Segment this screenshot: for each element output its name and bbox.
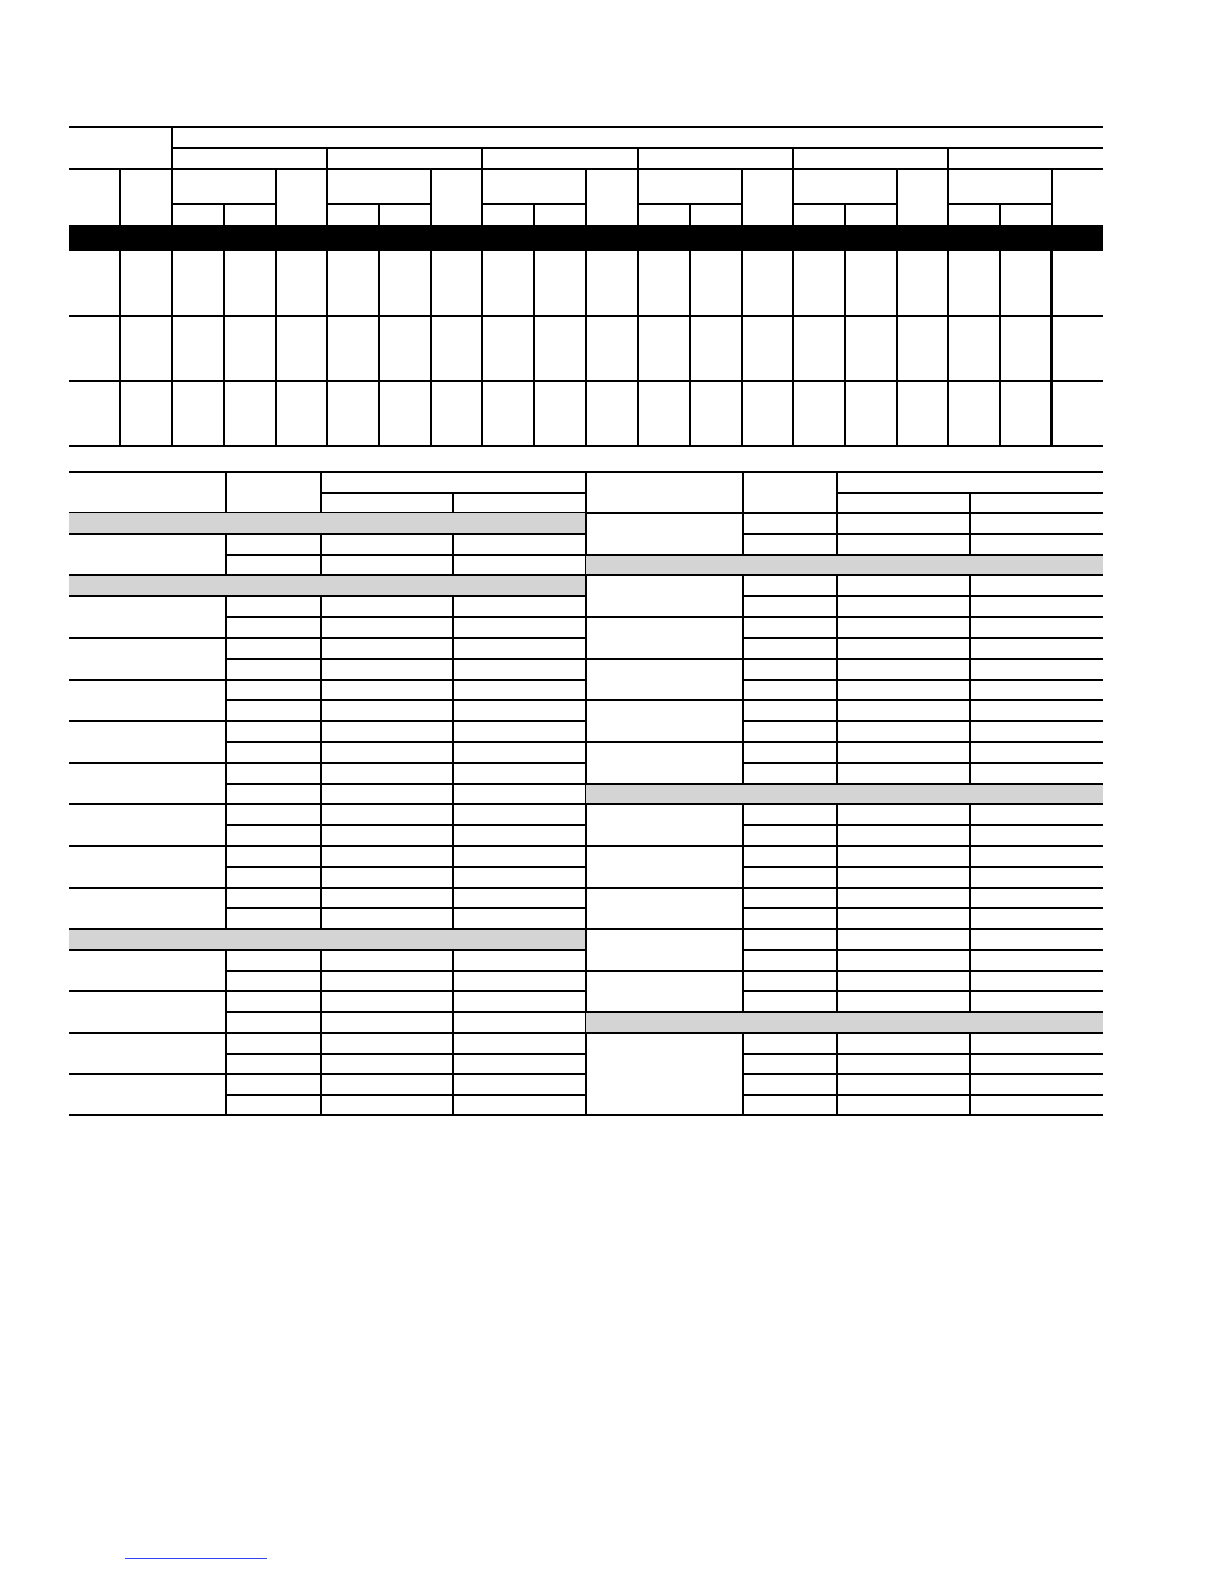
upper-body-divider	[896, 251, 898, 446]
upper-body-divider	[430, 251, 432, 446]
lower-right-subrow-rule	[743, 907, 1103, 909]
lower-right-row-rule	[586, 1011, 1103, 1013]
lower-left-subrow-rule	[226, 970, 586, 972]
lower-right-subrow-rule	[743, 595, 1103, 597]
upper-body-divider	[999, 251, 1001, 446]
upper-subcol-divider	[275, 169, 277, 225]
upper-subcol-divider	[689, 204, 691, 225]
lower-right-subrow-rule	[743, 762, 1103, 764]
lower-left-subrow-rule	[226, 866, 586, 868]
upper-body-divider	[119, 251, 121, 446]
lower-head-divider	[320, 472, 322, 513]
lower-right-subrow-rule	[743, 1053, 1103, 1055]
lower-left-subrow-rule	[226, 783, 586, 785]
lower-left-subrow-rule	[226, 658, 586, 660]
upper-body-divider	[1050, 251, 1052, 446]
lower-right-row-rule	[586, 1032, 1103, 1034]
lower-left-row-rule	[69, 928, 586, 930]
lower-right-row-rule	[586, 845, 1103, 847]
lower-left-col-divider	[320, 596, 322, 929]
lower-right-col-divider	[742, 513, 744, 555]
lower-left-col-divider	[225, 596, 227, 929]
lower-left-row-rule	[69, 1073, 586, 1075]
lower-right-col-divider	[742, 804, 744, 1012]
lower-left-section-band	[69, 513, 586, 534]
upper-header-band	[69, 225, 1103, 251]
lower-right-section-band	[586, 784, 1103, 804]
lower-right-col-divider	[969, 804, 971, 1012]
lower-left-col-divider	[320, 950, 322, 1115]
upper-group-divider	[481, 148, 483, 225]
lower-right-row-rule	[586, 616, 1103, 618]
lower-left-section-band	[69, 929, 586, 950]
lower-left-col-divider	[225, 534, 227, 575]
upper-col-divider	[171, 127, 173, 169]
upper-group-divider	[947, 148, 949, 225]
upper-body-divider	[741, 251, 743, 446]
upper-body-divider	[275, 251, 277, 446]
lower-left-subrow-rule	[226, 907, 586, 909]
lower-right-row-rule	[586, 970, 1103, 972]
lower-right-col-divider	[836, 575, 838, 784]
lower-right-subrow-rule	[743, 637, 1103, 639]
upper-subcol-divider	[533, 204, 535, 225]
lower-right-subrow-rule	[743, 679, 1103, 681]
lower-right-subrow-rule	[743, 1073, 1103, 1075]
lower-left-row-rule	[69, 533, 586, 535]
lower-left-col-divider	[452, 596, 454, 929]
lower-right-col-divider	[836, 804, 838, 1012]
upper-col-divider	[171, 169, 173, 225]
upper-body-divider	[378, 251, 380, 446]
lower-left-row-rule	[69, 1032, 586, 1034]
lower-head-divider	[836, 472, 838, 513]
lower-right-row-rule	[586, 1114, 1103, 1116]
lower-right-row-rule	[586, 928, 1103, 930]
lower-left-section-band	[69, 575, 586, 596]
lower-left-row-rule	[69, 1114, 586, 1116]
lower-right-section-band	[586, 555, 1103, 575]
lower-left-row-rule	[69, 887, 586, 889]
lower-left-row-rule	[69, 595, 586, 597]
upper-subcol-divider	[844, 204, 846, 225]
lower-head-divider	[742, 472, 744, 513]
lower-left-row-rule	[69, 679, 586, 681]
lower-left-subrow-rule	[226, 1011, 586, 1013]
lower-right-row-rule	[586, 887, 1103, 889]
upper-subcol-divider	[999, 204, 1001, 225]
lower-left-row-rule	[69, 803, 586, 805]
lower-left-col-divider	[320, 534, 322, 575]
lower-right-section-band	[586, 1012, 1103, 1033]
lower-right-row-rule	[586, 741, 1103, 743]
lower-left-subrow-rule	[226, 1094, 586, 1096]
lower-right-col-divider	[969, 575, 971, 784]
upper-subcol-divider	[585, 169, 587, 225]
upper-body-divider	[585, 251, 587, 446]
lower-right-subrow-rule	[743, 533, 1103, 535]
lower-left-subrow-rule	[226, 699, 586, 701]
lower-right-row-rule	[586, 783, 1103, 785]
upper-subcol-divider	[896, 169, 898, 225]
lower-left-col-divider	[452, 534, 454, 575]
lower-left-col-divider	[452, 950, 454, 1115]
lower-right-row-rule	[586, 554, 1103, 556]
upper-body-divider	[637, 251, 639, 446]
upper-subcol-divider	[378, 204, 380, 225]
lower-right-subrow-rule	[743, 866, 1103, 868]
upper-body-divider	[689, 251, 691, 446]
lower-head-divider	[969, 493, 971, 513]
upper-body-divider	[533, 251, 535, 446]
lower-left-row-rule	[69, 949, 586, 951]
lower-right-subrow-rule	[743, 990, 1103, 992]
lower-right-col-divider	[836, 513, 838, 555]
lower-left-row-rule	[69, 762, 586, 764]
upper-subcol-divider	[223, 204, 225, 225]
lower-head-divider	[452, 493, 454, 513]
lower-left-subrow-rule	[226, 824, 586, 826]
lower-left-subrow-rule	[226, 616, 586, 618]
lower-left-subrow-rule	[226, 1053, 586, 1055]
lower-right-col-divider	[969, 1033, 971, 1115]
lower-left-row-rule	[69, 637, 586, 639]
upper-body-divider	[326, 251, 328, 446]
upper-body-divider	[171, 251, 173, 446]
upper-col-divider	[119, 169, 121, 225]
lower-right-col-divider	[742, 1033, 744, 1115]
lower-left-row-rule	[69, 845, 586, 847]
upper-subcol-divider	[430, 169, 432, 225]
upper-group-divider	[637, 148, 639, 225]
lower-left-subrow-rule	[226, 554, 586, 556]
upper-group-divider	[792, 148, 794, 225]
upper-body-divider	[481, 251, 483, 446]
lower-left-subrow-rule	[226, 741, 586, 743]
lower-right-col-divider	[742, 575, 744, 784]
lower-left-row-rule	[69, 990, 586, 992]
upper-body-divider	[844, 251, 846, 446]
upper-body-divider	[223, 251, 225, 446]
lower-right-row-rule	[586, 658, 1103, 660]
lower-left-row-rule	[69, 720, 586, 722]
footer-link-underline[interactable]	[125, 1558, 267, 1559]
upper-group-divider	[326, 148, 328, 225]
lower-right-subrow-rule	[743, 1094, 1103, 1096]
lower-right-row-rule	[586, 699, 1103, 701]
lower-right-col-divider	[969, 513, 971, 555]
lower-right-col-divider	[836, 1033, 838, 1115]
upper-subcol-divider	[1051, 169, 1053, 225]
lower-right-row-rule	[586, 803, 1103, 805]
lower-right-subrow-rule	[743, 824, 1103, 826]
lower-right-subrow-rule	[743, 720, 1103, 722]
lower-left-row-rule	[69, 574, 586, 576]
upper-top-rule	[69, 126, 1103, 128]
lower-left-col-divider	[225, 950, 227, 1115]
upper-body-divider	[792, 251, 794, 446]
upper-body-divider	[947, 251, 949, 446]
lower-right-subrow-rule	[743, 949, 1103, 951]
lower-right-row-rule	[586, 574, 1103, 576]
lower-head-divider	[225, 472, 227, 513]
upper-subcol-divider	[741, 169, 743, 225]
